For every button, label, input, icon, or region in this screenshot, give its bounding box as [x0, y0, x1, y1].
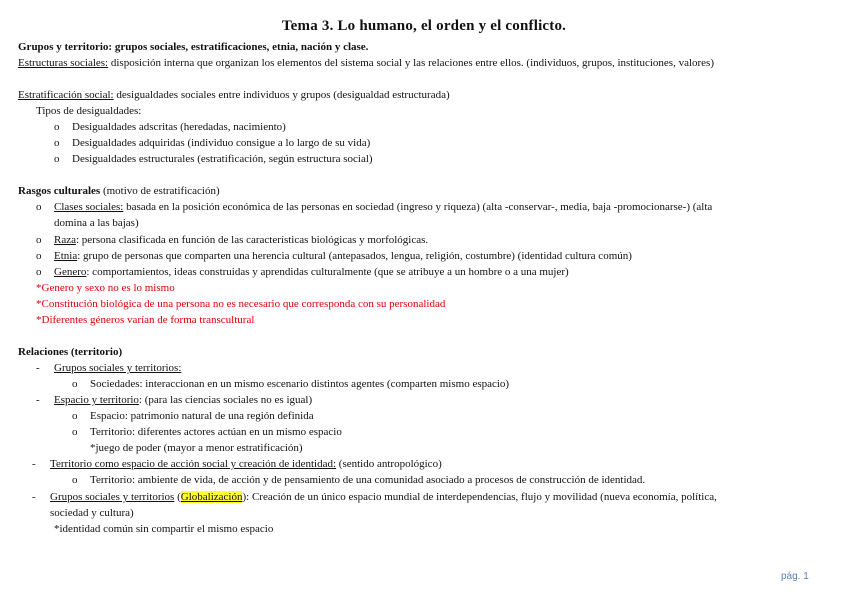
estratificacion-def: desigualdades sociales entre individuos y grupos (desigualdad estructurada) — [113, 89, 450, 101]
bullet-circle: o — [54, 121, 60, 133]
list-item: Desigualdades adscritas (heredadas, nacimiento) — [72, 121, 286, 133]
bullet-circle: o — [36, 234, 42, 246]
grupos2-note: *identidad común sin compartir el mismo espacio — [54, 523, 274, 535]
rasgo-raza — [54, 233, 428, 248]
grupos2-rest: : Creación de un único espacio mundial de interdependencias, flujo y movilidad (nueva economía, política, — [246, 491, 717, 503]
estratificacion-term: Estratificación social: — [18, 89, 114, 101]
rasgo-term: Etnia — [54, 250, 78, 262]
sub-item: Territorio: ambiente de vida, de acción y de pensamiento de una comunidad asociado a procesos de construcción de identidad. — [90, 474, 646, 486]
list-item: Desigualdades estructurales (estratificación, según estructura social) — [72, 153, 373, 165]
paren-open: ( — [174, 491, 181, 503]
bullet-dash: - — [32, 458, 36, 470]
rasgo-term: Raza — [54, 234, 76, 246]
grupos-territorios-term: Grupos sociales y territorios: — [54, 362, 182, 374]
rasgo-term: Clases sociales: — [54, 201, 124, 213]
bullet-dash: - — [36, 394, 40, 406]
estructuras-line — [18, 56, 714, 71]
rasgos-heading-rest: (motivo de estratificación) — [100, 185, 220, 197]
espacio-note: *juego de poder (mayor a menor estratificación) — [90, 442, 303, 454]
rasgo-text: : comportamientos, ideas construidas y aprendidas culturalmente (que se atribuye a un hombre o a una mujer) — [86, 266, 569, 278]
estratificacion-line — [18, 88, 450, 103]
page-title: Tema 3. Lo humano, el orden y el conflicto. — [281, 18, 567, 34]
espacio-term: Espacio y territorio — [54, 394, 139, 406]
paren-close: ) — [242, 491, 247, 503]
note-red: *Diferentes géneros varían de forma transcultural — [36, 314, 255, 326]
tipos-label: Tipos de desigualdades: — [36, 105, 142, 117]
globalizacion-highlight: Globalización — [180, 491, 243, 503]
estructuras-def: disposición interna que organizan los elementos del sistema social y las relaciones entre ellos. (individuos, grupos, instituciones, valores) — [108, 57, 715, 69]
globalizacion-line — [50, 490, 717, 505]
bullet-dash: - — [32, 491, 36, 503]
estructuras-term: Estructuras sociales: — [18, 57, 109, 69]
espacio-rest: : (para las ciencias sociales no es igual) — [138, 394, 313, 406]
rasgos-heading — [18, 184, 220, 199]
bullet-dash: - — [36, 362, 40, 374]
section-subtitle: Grupos y territorio: grupos sociales, estratificaciones, etnia, nación y clase. — [18, 41, 369, 53]
relaciones-heading: Relaciones (territorio) — [18, 346, 123, 358]
rasgo-term: Genero — [54, 266, 87, 278]
bullet-circle: o — [72, 378, 78, 390]
territorio-term: Territorio como espacio de acción social y creación de identidad: — [50, 458, 337, 470]
bullet-circle: o — [72, 410, 78, 422]
grupos2-cont: sociedad y cultura) — [50, 507, 134, 519]
bullet-circle: o — [54, 153, 60, 165]
rasgo-text: basada en la posición económica de las personas en sociedad (ingreso y riqueza) (alta -conservar-, media, baja -promocionarse-) (alta — [123, 201, 713, 213]
sub-item: Sociedades: interaccionan en un mismo escenario distintos agentes (comparten mismo espacio) — [90, 378, 510, 390]
sub-item: Territorio: diferentes actores actúan en un mismo espacio — [90, 426, 342, 438]
rasgo-clases — [54, 200, 712, 215]
rasgo-text: : grupo de personas que comparten una herencia cultural (antepasados, lengua, religión, costumbre) (identidad cultura común) — [77, 250, 632, 262]
bullet-circle: o — [36, 250, 42, 262]
grupos2-term: Grupos sociales y territorios — [50, 491, 175, 503]
bullet-circle: o — [36, 201, 42, 213]
bullet-circle: o — [72, 426, 78, 438]
note-red: *Constitución biológica de una persona no es necesario que corresponda con su personalidad — [36, 298, 446, 310]
rasgo-genero — [54, 265, 569, 280]
rasgo-clases-cont: domina a las bajas) — [54, 217, 139, 229]
rasgo-text: : persona clasificada en función de las características biológicas y morfológicas. — [75, 234, 429, 246]
bullet-circle: o — [54, 137, 60, 149]
bullet-circle: o — [72, 474, 78, 486]
territorio-line — [50, 457, 442, 472]
bullet-circle: o — [36, 266, 42, 278]
rasgo-etnia — [54, 249, 632, 264]
page-number: pág. 1 — [781, 571, 809, 582]
espacio-line — [54, 393, 312, 408]
sub-item: Espacio: patrimonio natural de una región definida — [90, 410, 314, 422]
rasgos-heading-bold: Rasgos culturales — [18, 185, 101, 197]
note-red: *Genero y sexo no es lo mismo — [36, 282, 175, 294]
territorio-rest: (sentido antropológico) — [336, 458, 442, 470]
list-item: Desigualdades adquiridas (individuo consigue a lo largo de su vida) — [72, 137, 371, 149]
